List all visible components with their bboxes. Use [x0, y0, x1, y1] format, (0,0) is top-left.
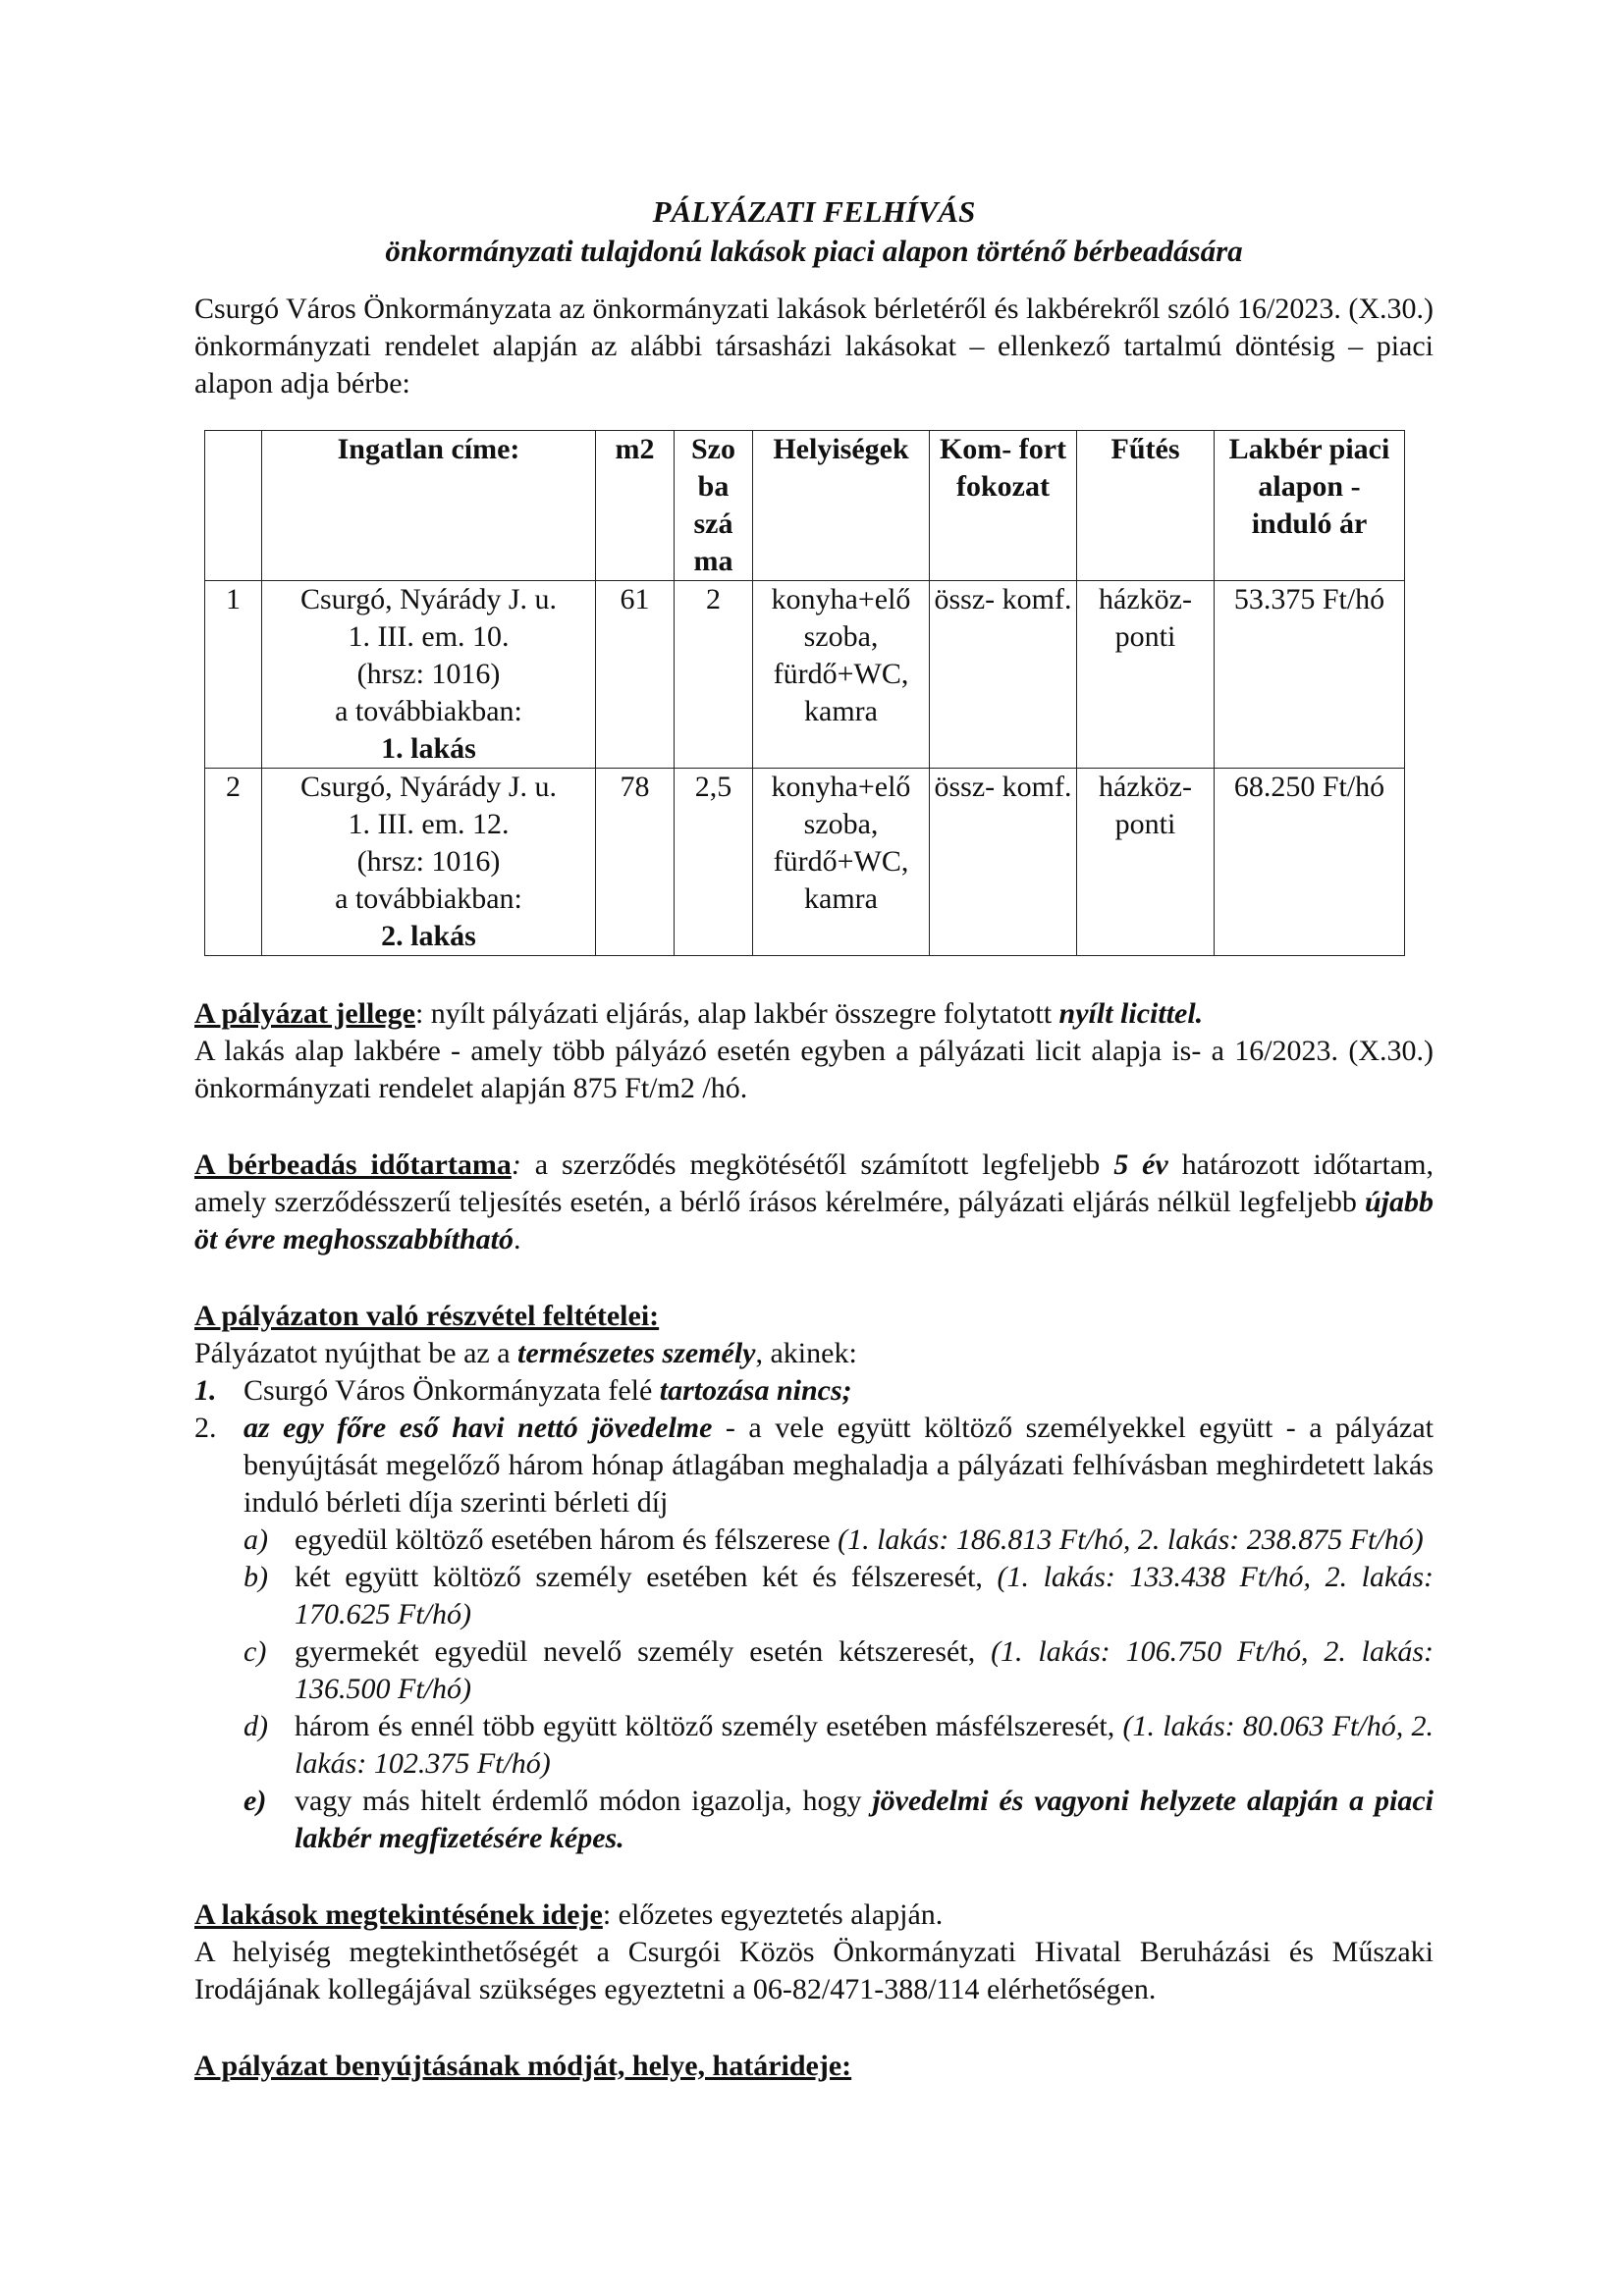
- row-comfort: össz- komf.: [930, 769, 1077, 956]
- income-sub-list: [244, 1522, 1434, 1857]
- section-nature: [194, 995, 1434, 1107]
- section-heading: A pályázaton való részvétel feltételei:: [194, 1300, 660, 1332]
- list-item: [244, 1559, 1434, 1633]
- address-line: (hrsz: 1016): [356, 845, 501, 878]
- document-title: PÁLYÁZATI FELHÍVÁS: [652, 194, 976, 229]
- conditions-lead: [194, 1335, 1434, 1372]
- header-heating: Fűtés: [1077, 431, 1215, 581]
- header-spaces: Helyiségek: [753, 431, 930, 581]
- list-item: [244, 1783, 1434, 1857]
- list-item: [244, 1708, 1434, 1783]
- section-submission: [194, 2048, 1434, 2085]
- lead-text: , akinek:: [755, 1337, 857, 1369]
- flats-table: [204, 430, 1405, 956]
- viewing-contact: A helyiség megtekinthetőségét a Csurgói Közös Önkormányzati Hivatal Beruházási és Műszaki Irodájának kollegájával szükséges egyeztetni a 06-82/471-388/114 elérhetőségen.: [194, 1936, 1434, 2005]
- item-emphasis: tartozása nincs;: [659, 1374, 852, 1407]
- row-heating: házköz- ponti: [1077, 581, 1215, 769]
- row-rent: 68.250 Ft/hó: [1215, 769, 1405, 956]
- list-item: [194, 1410, 1434, 1857]
- row-number: 2: [205, 769, 262, 956]
- nature-text: : nyílt pályázati eljárás, alap lakbér összegre folytatott: [414, 997, 1059, 1030]
- duration-emphasis: újabb öt évre meghosszabbítható: [194, 1186, 1434, 1255]
- address-line: 1. III. em. 10.: [348, 620, 510, 653]
- row-spaces: konyha+elő szoba, fürdő+WC, kamra: [753, 769, 930, 956]
- list-marker: c): [244, 1635, 267, 1668]
- item-text: Csurgó Város Önkormányzata felé: [244, 1374, 660, 1407]
- row-comfort: össz- komf.: [930, 581, 1077, 769]
- sub-amounts: (1. lakás: 133.438 Ft/hó, 2. lakás: 170.625 Ft/hó): [295, 1561, 1434, 1630]
- row-m2: 61: [596, 581, 675, 769]
- list-marker: a): [244, 1523, 268, 1556]
- sub-text: egyedül költöző esetében három és félszerese: [295, 1523, 839, 1556]
- duration-paragraph: [194, 1147, 1434, 1258]
- flat-label: 2. lakás: [381, 920, 476, 952]
- duration-text: határozott időtartam, amely szerződésszerű teljesítés esetén, a bérlő írásos kérelmére, pályázati eljárás nélkül legfeljebb: [194, 1148, 1434, 1218]
- sub-emphasis: jövedelmi és vagyoni helyzete alapján a piaci lakbér megfizetésére képes.: [295, 1785, 1435, 1854]
- section-viewing: [194, 1896, 1434, 2008]
- address-line: a továbbiakban:: [335, 695, 522, 727]
- sub-amounts: (1. lakás: 186.813 Ft/hó, 2. lakás: 238.875 Ft/hó): [838, 1523, 1424, 1556]
- row-heating: házköz- ponti: [1077, 769, 1215, 956]
- conditions-list: [194, 1372, 1434, 1857]
- header-m2: m2: [596, 431, 675, 581]
- row-number: 1: [205, 581, 262, 769]
- row-address: [262, 581, 596, 769]
- row-rooms: 2,5: [675, 769, 753, 956]
- document-subtitle: önkormányzati tulajdonú lakások piaci alapon történő bérbeadására: [385, 234, 1243, 268]
- address-line: a továbbiakban:: [335, 882, 522, 915]
- address-line: (hrsz: 1016): [356, 658, 501, 690]
- duration-text: .: [514, 1223, 521, 1255]
- section-heading: A bérbeadás időtartama: [194, 1148, 512, 1181]
- item-text: - a vele együtt költöző személyekkel együtt - a pályázat benyújtását megelőző három hónap átlagában meghaladja a pályázati felhívásban meghirdetett lakás induló bérleti díja szerinti bérleti díj: [244, 1412, 1434, 1519]
- list-item: [244, 1522, 1434, 1559]
- list-item: [194, 1372, 1434, 1410]
- intro-paragraph: Csurgó Város Önkormányzata az önkormányzati lakások bérletéről és lakbérekről szóló 16/2023. (X.30.) önkormányzati rendelet alapján az alábbi társasházi lakásokat – ellenkező tartalmú döntésig – piaci alapon adja bérbe:: [194, 293, 1434, 400]
- row-rent: 53.375 Ft/hó: [1215, 581, 1405, 769]
- section-conditions: [194, 1298, 1434, 1857]
- viewing-paragraph: [194, 1896, 1434, 1934]
- header-comfort: Kom- fort fokozat: [930, 431, 1077, 581]
- nature-paragraph: [194, 995, 1434, 1033]
- nature-emphasis: nyílt licittel.: [1058, 997, 1204, 1030]
- row-address: [262, 769, 596, 956]
- row-rooms: 2: [675, 581, 753, 769]
- address-line: Csurgó, Nyárády J. u.: [299, 771, 558, 803]
- header-no: [205, 431, 262, 581]
- item-emphasis: az egy főre eső havi nettó jövedelme: [244, 1412, 713, 1444]
- sub-amounts: (1. lakás: 106.750 Ft/hó, 2. lakás: 136.500 Ft/hó): [295, 1635, 1434, 1705]
- section-heading: A lakások megtekintésének ideje: [194, 1898, 603, 1931]
- sub-text: gyermekét egyedül nevelő személy esetén kétszeresét,: [295, 1635, 992, 1668]
- table-row: [205, 769, 1405, 956]
- list-item: [244, 1633, 1434, 1708]
- duration-colon: :: [511, 1148, 521, 1181]
- lead-emphasis: természetes személy: [517, 1337, 756, 1369]
- section-heading: A pályázat jellege: [194, 997, 415, 1030]
- section-heading: A pályázat benyújtásának módját, helye, határideje:: [194, 2050, 852, 2082]
- address-line: 1. III. em. 12.: [348, 808, 510, 840]
- list-marker: e): [244, 1785, 267, 1817]
- duration-emphasis: 5 év: [1113, 1148, 1168, 1181]
- sub-text: három és ennél több együtt költöző személy esetében másfélszeresét,: [295, 1710, 1123, 1742]
- document-page: [194, 192, 1434, 2085]
- row-spaces: konyha+elő szoba, fürdő+WC, kamra: [753, 581, 930, 769]
- table-header-row: [205, 431, 1405, 581]
- sub-text: vagy más hitelt érdemlő módon igazolja, hogy: [295, 1785, 873, 1817]
- nature-base-rent: A lakás alap lakbére - amely több pályázó esetén egyben a pályázati licit alapja is- a 16/2023. (X.30.) önkormányzati rendelet alapján 875 Ft/m2 /hó.: [194, 1035, 1434, 1104]
- address-line: Csurgó, Nyárády J. u.: [299, 583, 558, 615]
- duration-text: a szerződés megkötésétől számított legfeljebb: [520, 1148, 1114, 1181]
- list-marker: b): [244, 1561, 268, 1593]
- viewing-text: : előzetes egyeztetés alapján.: [602, 1898, 944, 1931]
- sub-text: két együtt költöző személy esetében két és félszeresét,: [295, 1561, 998, 1593]
- section-duration: [194, 1147, 1434, 1258]
- row-m2: 78: [596, 769, 675, 956]
- header-address: Ingatlan címe:: [262, 431, 596, 581]
- sub-amounts: (1. lakás: 80.063 Ft/hó, 2. lakás: 102.375 Ft/hó): [295, 1710, 1434, 1780]
- list-marker: 1.: [194, 1374, 217, 1407]
- header-rent: Lakbér piaci alapon - induló ár: [1215, 431, 1405, 581]
- list-marker: d): [244, 1710, 268, 1742]
- lead-text: Pályázatot nyújthat be az a: [194, 1337, 518, 1369]
- flat-label: 1. lakás: [381, 732, 476, 765]
- header-rooms: Szo ba szá ma: [675, 431, 753, 581]
- table-row: [205, 581, 1405, 769]
- list-marker: 2.: [194, 1412, 217, 1444]
